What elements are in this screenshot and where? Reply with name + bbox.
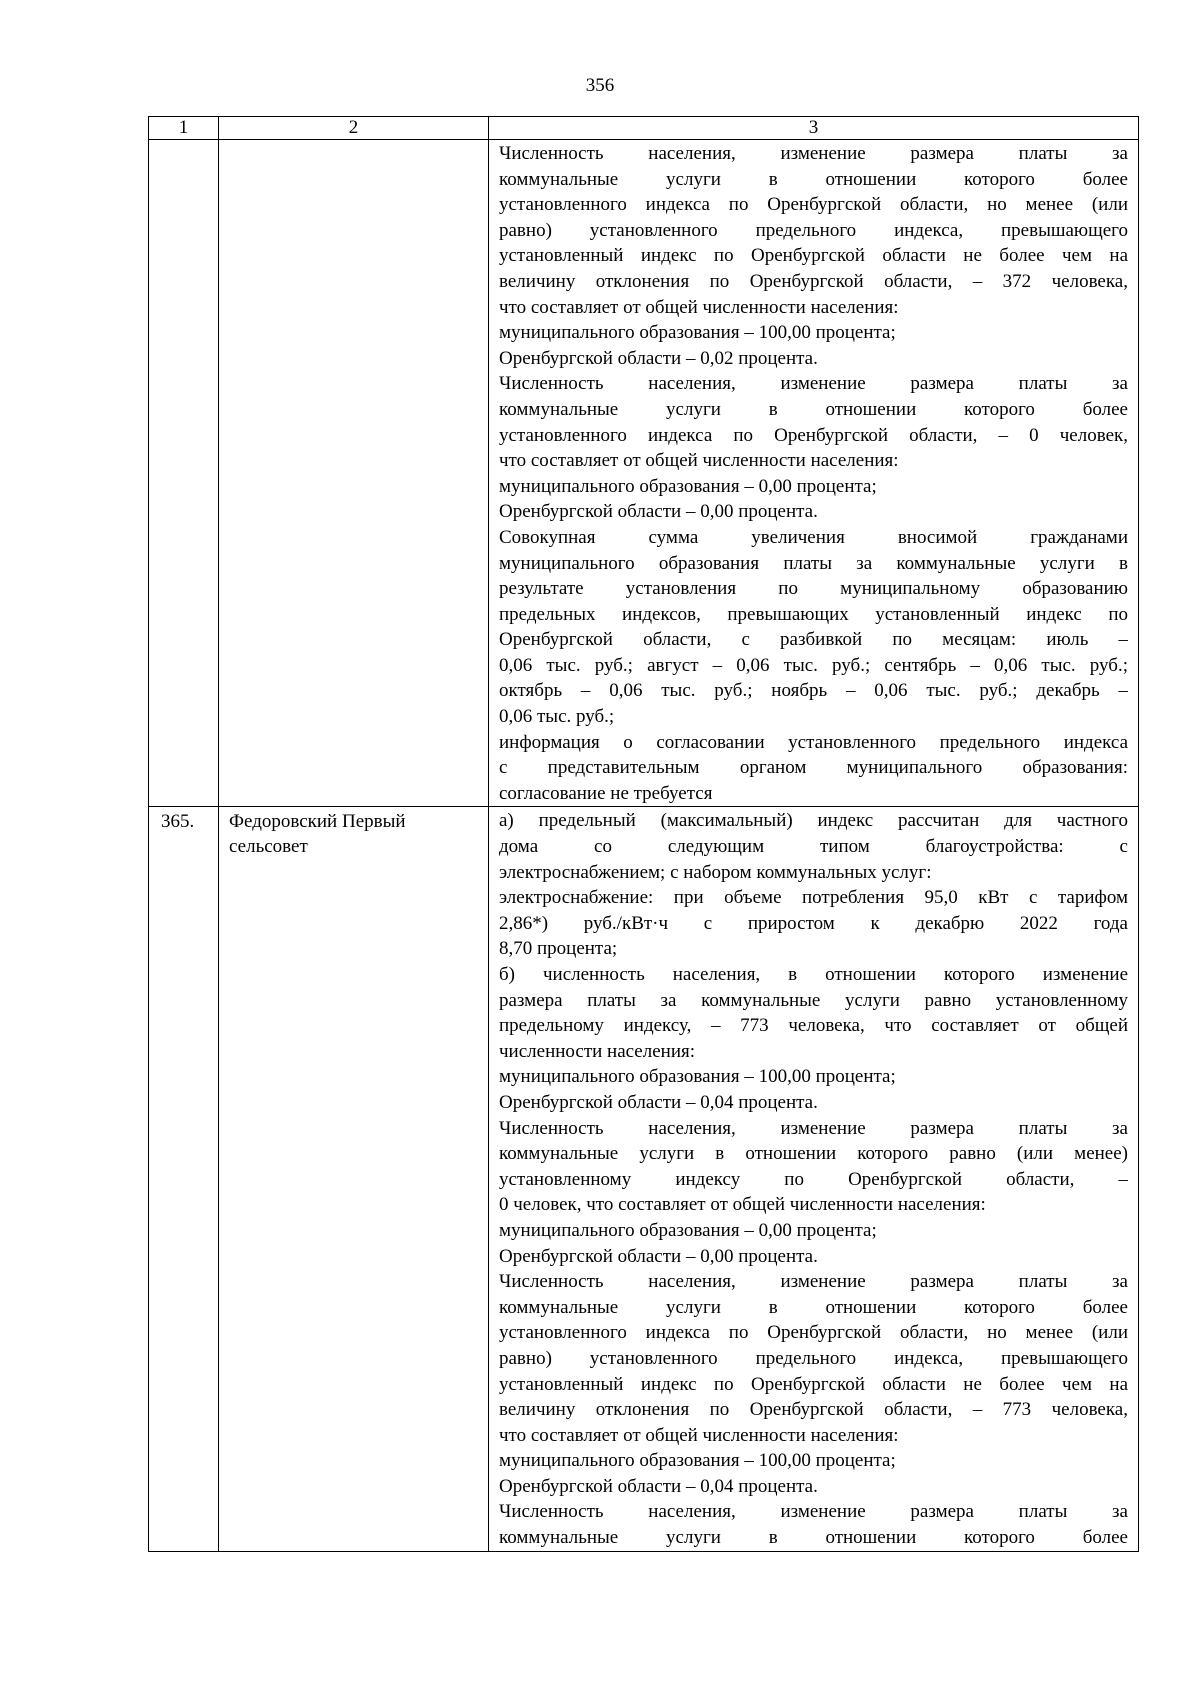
- row-description: [489, 140, 1139, 807]
- text-line: размера платы за коммунальные услуги равно установленному: [499, 989, 1128, 1011]
- table-row: [149, 140, 1139, 807]
- text-line: муниципального образования платы за коммунальные услуги в: [499, 552, 1128, 574]
- text-line: муниципального образования – 100,00 процента;: [499, 322, 896, 344]
- text-line: 2,86*) руб./кВт·ч с приростом к декабрю 2022 года: [499, 912, 1128, 934]
- text-line: установленного индекса по Оренбургской области, но менее (или: [499, 1322, 1128, 1344]
- text-line: информация о согласовании установленного предельного индекса: [499, 731, 1128, 753]
- text-line: Совокупная сумма увеличения вносимой гражданами: [499, 526, 1128, 548]
- text-line: предельных индексов, превышающих установленный индекс по: [499, 603, 1128, 625]
- text-line: а) предельный (максимальный) индекс рассчитан для частного: [499, 810, 1128, 832]
- text-line: согласование не требуется: [499, 782, 713, 804]
- text-line: коммунальные услуги в отношении которого более: [499, 1296, 1128, 1318]
- text-line: коммунальные услуги в отношении которого более: [499, 1527, 1128, 1549]
- text-line: равно) установленного предельного индекса, превышающего: [499, 219, 1128, 241]
- municipality-name: [219, 140, 489, 807]
- text-line: коммунальные услуги в отношении которого более: [499, 398, 1128, 420]
- document-table: [148, 116, 1139, 1552]
- text-line: октябрь – 0,06 тыс. руб.; ноябрь – 0,06 тыс. руб.; декабрь –: [499, 680, 1128, 702]
- text-line: равно) установленного предельного индекса, превышающего: [499, 1347, 1128, 1369]
- text-line: что составляет от общей численности населения:: [499, 1424, 899, 1446]
- table-header-row: [149, 117, 1139, 140]
- text-line: установленный индекс по Оренбургской области не более чем на: [499, 245, 1128, 267]
- text-line: установленный индекс по Оренбургской области не более чем на: [499, 1373, 1128, 1395]
- text-line: Численность населения, изменение размера платы за: [499, 373, 1128, 395]
- text-line: муниципального образования – 0,00 процента;: [499, 1219, 877, 1241]
- text-line: величину отклонения по Оренбургской области, – 372 человека,: [499, 270, 1128, 292]
- table-row: [149, 807, 1139, 1551]
- text-line: 0 человек, что составляет от общей численности населения:: [499, 1194, 986, 1216]
- text-line: Оренбургской области – 0,04 процента.: [499, 1091, 818, 1113]
- text-line: установленного индекса по Оренбургской области, – 0 человек,: [499, 424, 1128, 446]
- row-description: [489, 807, 1139, 1551]
- row-number: 365.: [149, 807, 219, 1551]
- text-line: Численность населения, изменение размера платы за: [499, 1117, 1128, 1139]
- text-line: результате установления по муниципальному образованию: [499, 578, 1128, 600]
- text-line: что составляет от общей численности населения:: [499, 450, 899, 472]
- text-line: коммунальные услуги в отношении которого более: [499, 168, 1128, 190]
- text-line: муниципального образования – 0,00 процента;: [499, 475, 877, 497]
- text-line: предельному индексу, – 773 человека, что составляет от общей: [499, 1015, 1128, 1037]
- text-line: численности населения:: [499, 1040, 696, 1062]
- text-line: б) численность населения, в отношении которого изменение: [499, 964, 1128, 985]
- header-cell-3: 3: [489, 117, 1139, 140]
- text-line: величину отклонения по Оренбургской области, – 773 человека,: [499, 1399, 1128, 1421]
- text-line: Численность населения, изменение размера платы за: [499, 1271, 1128, 1293]
- page-number: 356: [585, 75, 615, 96]
- header-cell-1: 1: [149, 117, 219, 140]
- text-line: установленному индексу по Оренбургской области, –: [499, 1168, 1128, 1190]
- text-line: электроснабжением; с набором коммунальных услуг:: [499, 861, 932, 883]
- text-line: коммунальные услуги в отношении которого равно (или менее): [499, 1143, 1128, 1165]
- text-line: установленного индекса по Оренбургской области, но менее (или: [499, 194, 1128, 216]
- text-line: что составляет от общей численности населения:: [499, 296, 899, 318]
- text-line: Оренбургской области – 0,00 процента.: [499, 501, 818, 523]
- text-line: муниципального образования – 100,00 процента;: [499, 1066, 896, 1088]
- text-line: 0,06 тыс. руб.;: [499, 706, 615, 728]
- text-line: электроснабжение: при объеме потребления 95,0 кВт с тарифом: [499, 887, 1128, 909]
- text-line: 0,06 тыс. руб.; август – 0,06 тыс. руб.; сентябрь – 0,06 тыс. руб.;: [499, 654, 1128, 676]
- text-line: Численность населения, изменение размера платы за: [499, 143, 1128, 164]
- header-cell-2: 2: [219, 117, 489, 140]
- text-line: Оренбургской области – 0,00 процента.: [499, 1245, 818, 1267]
- text-line: с представительным органом муниципального образования:: [499, 757, 1128, 779]
- text-line: муниципального образования – 100,00 процента;: [499, 1450, 896, 1472]
- text-line: Оренбургской области – 0,04 процента.: [499, 1475, 818, 1497]
- row-number: [149, 140, 219, 807]
- text-line: Оренбургской области – 0,02 процента.: [499, 347, 818, 369]
- municipality-name: Федоровский Первый сельсовет: [219, 807, 489, 1551]
- text-line: 8,70 процента;: [499, 938, 618, 960]
- text-line: Оренбургской области, с разбивкой по месяцам: июль –: [499, 629, 1128, 651]
- text-line: Численность населения, изменение размера платы за: [499, 1501, 1128, 1523]
- text-line: дома со следующим типом благоустройства: с: [499, 836, 1128, 858]
